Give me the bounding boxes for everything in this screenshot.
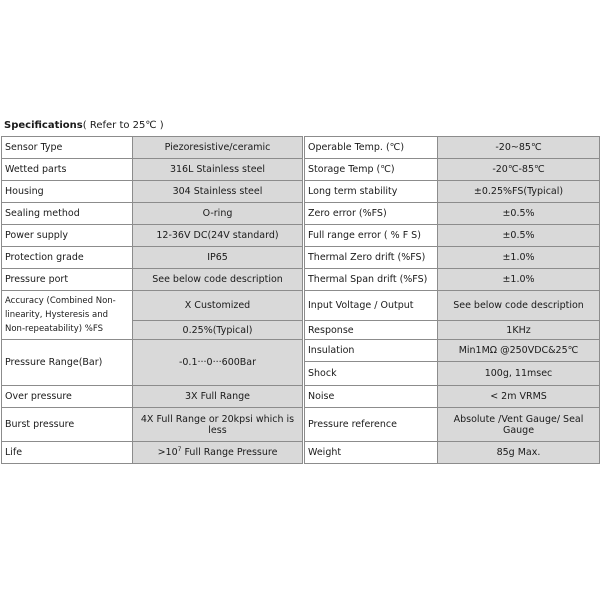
spec-label: Insulation bbox=[305, 340, 438, 362]
spec-value: ±0.25%FS(Typical) bbox=[438, 181, 600, 203]
spec-label-accuracy: Accuracy (Combined Non-linearity, Hysteresis and Non-repeatability) %FS bbox=[2, 291, 133, 340]
spec-label: Input Voltage / Output bbox=[305, 291, 438, 321]
spec-label: Noise bbox=[305, 386, 438, 408]
table-row bbox=[2, 291, 303, 321]
table-row bbox=[2, 442, 303, 464]
spec-label: Long term stability bbox=[305, 181, 438, 203]
table-row bbox=[305, 362, 600, 386]
spec-value: -20℃-85℃ bbox=[438, 159, 600, 181]
spec-value: 12-36V DC(24V standard) bbox=[133, 225, 303, 247]
table-row bbox=[305, 340, 600, 362]
spec-value: 4X Full Range or 20kpsi which is less bbox=[133, 408, 303, 442]
table-row bbox=[305, 269, 600, 291]
table-row bbox=[305, 386, 600, 408]
spec-label: Pressure port bbox=[2, 269, 133, 291]
spec-label: Over pressure bbox=[2, 386, 133, 408]
spec-value: O-ring bbox=[133, 203, 303, 225]
spec-label: Thermal Zero drift (%FS) bbox=[305, 247, 438, 269]
spec-label: Protection grade bbox=[2, 247, 133, 269]
spec-label: Storage Temp (℃) bbox=[305, 159, 438, 181]
spec-label: Housing bbox=[2, 181, 133, 203]
spec-value: < 2m VRMS bbox=[438, 386, 600, 408]
spec-label: Power supply bbox=[2, 225, 133, 247]
spec-value: 304 Stainless steel bbox=[133, 181, 303, 203]
table-row bbox=[2, 181, 303, 203]
left-spec-table bbox=[1, 136, 303, 464]
spec-value: IP65 bbox=[133, 247, 303, 269]
table-row bbox=[2, 247, 303, 269]
spec-value: Min1MΩ @250VDC&25℃ bbox=[438, 340, 600, 362]
spec-value: See below code description bbox=[133, 269, 303, 291]
table-row bbox=[2, 203, 303, 225]
table-row bbox=[2, 340, 303, 386]
spec-value: 100g, 11msec bbox=[438, 362, 600, 386]
spec-value: 3X Full Range bbox=[133, 386, 303, 408]
spec-value: See below code description bbox=[438, 291, 600, 321]
life-suffix: Full Range Pressure bbox=[181, 447, 278, 458]
table-row bbox=[305, 159, 600, 181]
life-prefix: >10 bbox=[157, 447, 178, 458]
right-spec-table bbox=[304, 136, 600, 464]
spec-value: 1KHz bbox=[438, 321, 600, 340]
spec-label: Shock bbox=[305, 362, 438, 386]
spec-label: Thermal Span drift (%FS) bbox=[305, 269, 438, 291]
spec-value: Absolute /Vent Gauge/ Seal Gauge bbox=[438, 408, 600, 442]
spec-label: Burst pressure bbox=[2, 408, 133, 442]
spec-label: Weight bbox=[305, 442, 438, 464]
table-row bbox=[2, 408, 303, 442]
spec-label: Operable Temp. (℃) bbox=[305, 137, 438, 159]
spec-value: ±0.5% bbox=[438, 225, 600, 247]
table-row bbox=[305, 408, 600, 442]
spec-label: Zero error (%FS) bbox=[305, 203, 438, 225]
life-exponent: 7 bbox=[177, 445, 182, 453]
spec-title bbox=[4, 120, 164, 131]
table-row bbox=[2, 269, 303, 291]
table-row bbox=[305, 291, 600, 321]
table-row bbox=[305, 137, 600, 159]
spec-value: 85g Max. bbox=[438, 442, 600, 464]
spec-label: Pressure Range(Bar) bbox=[2, 340, 133, 386]
table-row bbox=[305, 442, 600, 464]
table-row bbox=[2, 159, 303, 181]
spec-value-life bbox=[133, 442, 303, 464]
spec-value: Piezoresistive/ceramic bbox=[133, 137, 303, 159]
table-row bbox=[305, 181, 600, 203]
spec-label: Life bbox=[2, 442, 133, 464]
spec-label: Pressure reference bbox=[305, 408, 438, 442]
table-row bbox=[2, 386, 303, 408]
spec-value: -0.1···0···600Bar bbox=[133, 340, 303, 386]
table-row bbox=[305, 321, 600, 340]
table-row bbox=[305, 203, 600, 225]
spec-value-accuracy-a: X Customized bbox=[133, 291, 303, 321]
table-row bbox=[2, 137, 303, 159]
spec-value-accuracy-b: 0.25%(Typical) bbox=[133, 321, 303, 340]
spec-label: Wetted parts bbox=[2, 159, 133, 181]
spec-value: ±0.5% bbox=[438, 203, 600, 225]
spec-value: ±1.0% bbox=[438, 269, 600, 291]
spec-value: 316L Stainless steel bbox=[133, 159, 303, 181]
spec-label: Sealing method bbox=[2, 203, 133, 225]
spec-label: Full range error ( % F S) bbox=[305, 225, 438, 247]
spec-title-bold: Specifications bbox=[4, 120, 83, 131]
spec-label: Response bbox=[305, 321, 438, 340]
spec-value: -20~85℃ bbox=[438, 137, 600, 159]
table-row bbox=[305, 225, 600, 247]
spec-label: Sensor Type bbox=[2, 137, 133, 159]
spec-title-note: ( Refer to 25℃ ) bbox=[82, 120, 164, 131]
table-row bbox=[305, 247, 600, 269]
table-row bbox=[2, 225, 303, 247]
spec-value: ±1.0% bbox=[438, 247, 600, 269]
